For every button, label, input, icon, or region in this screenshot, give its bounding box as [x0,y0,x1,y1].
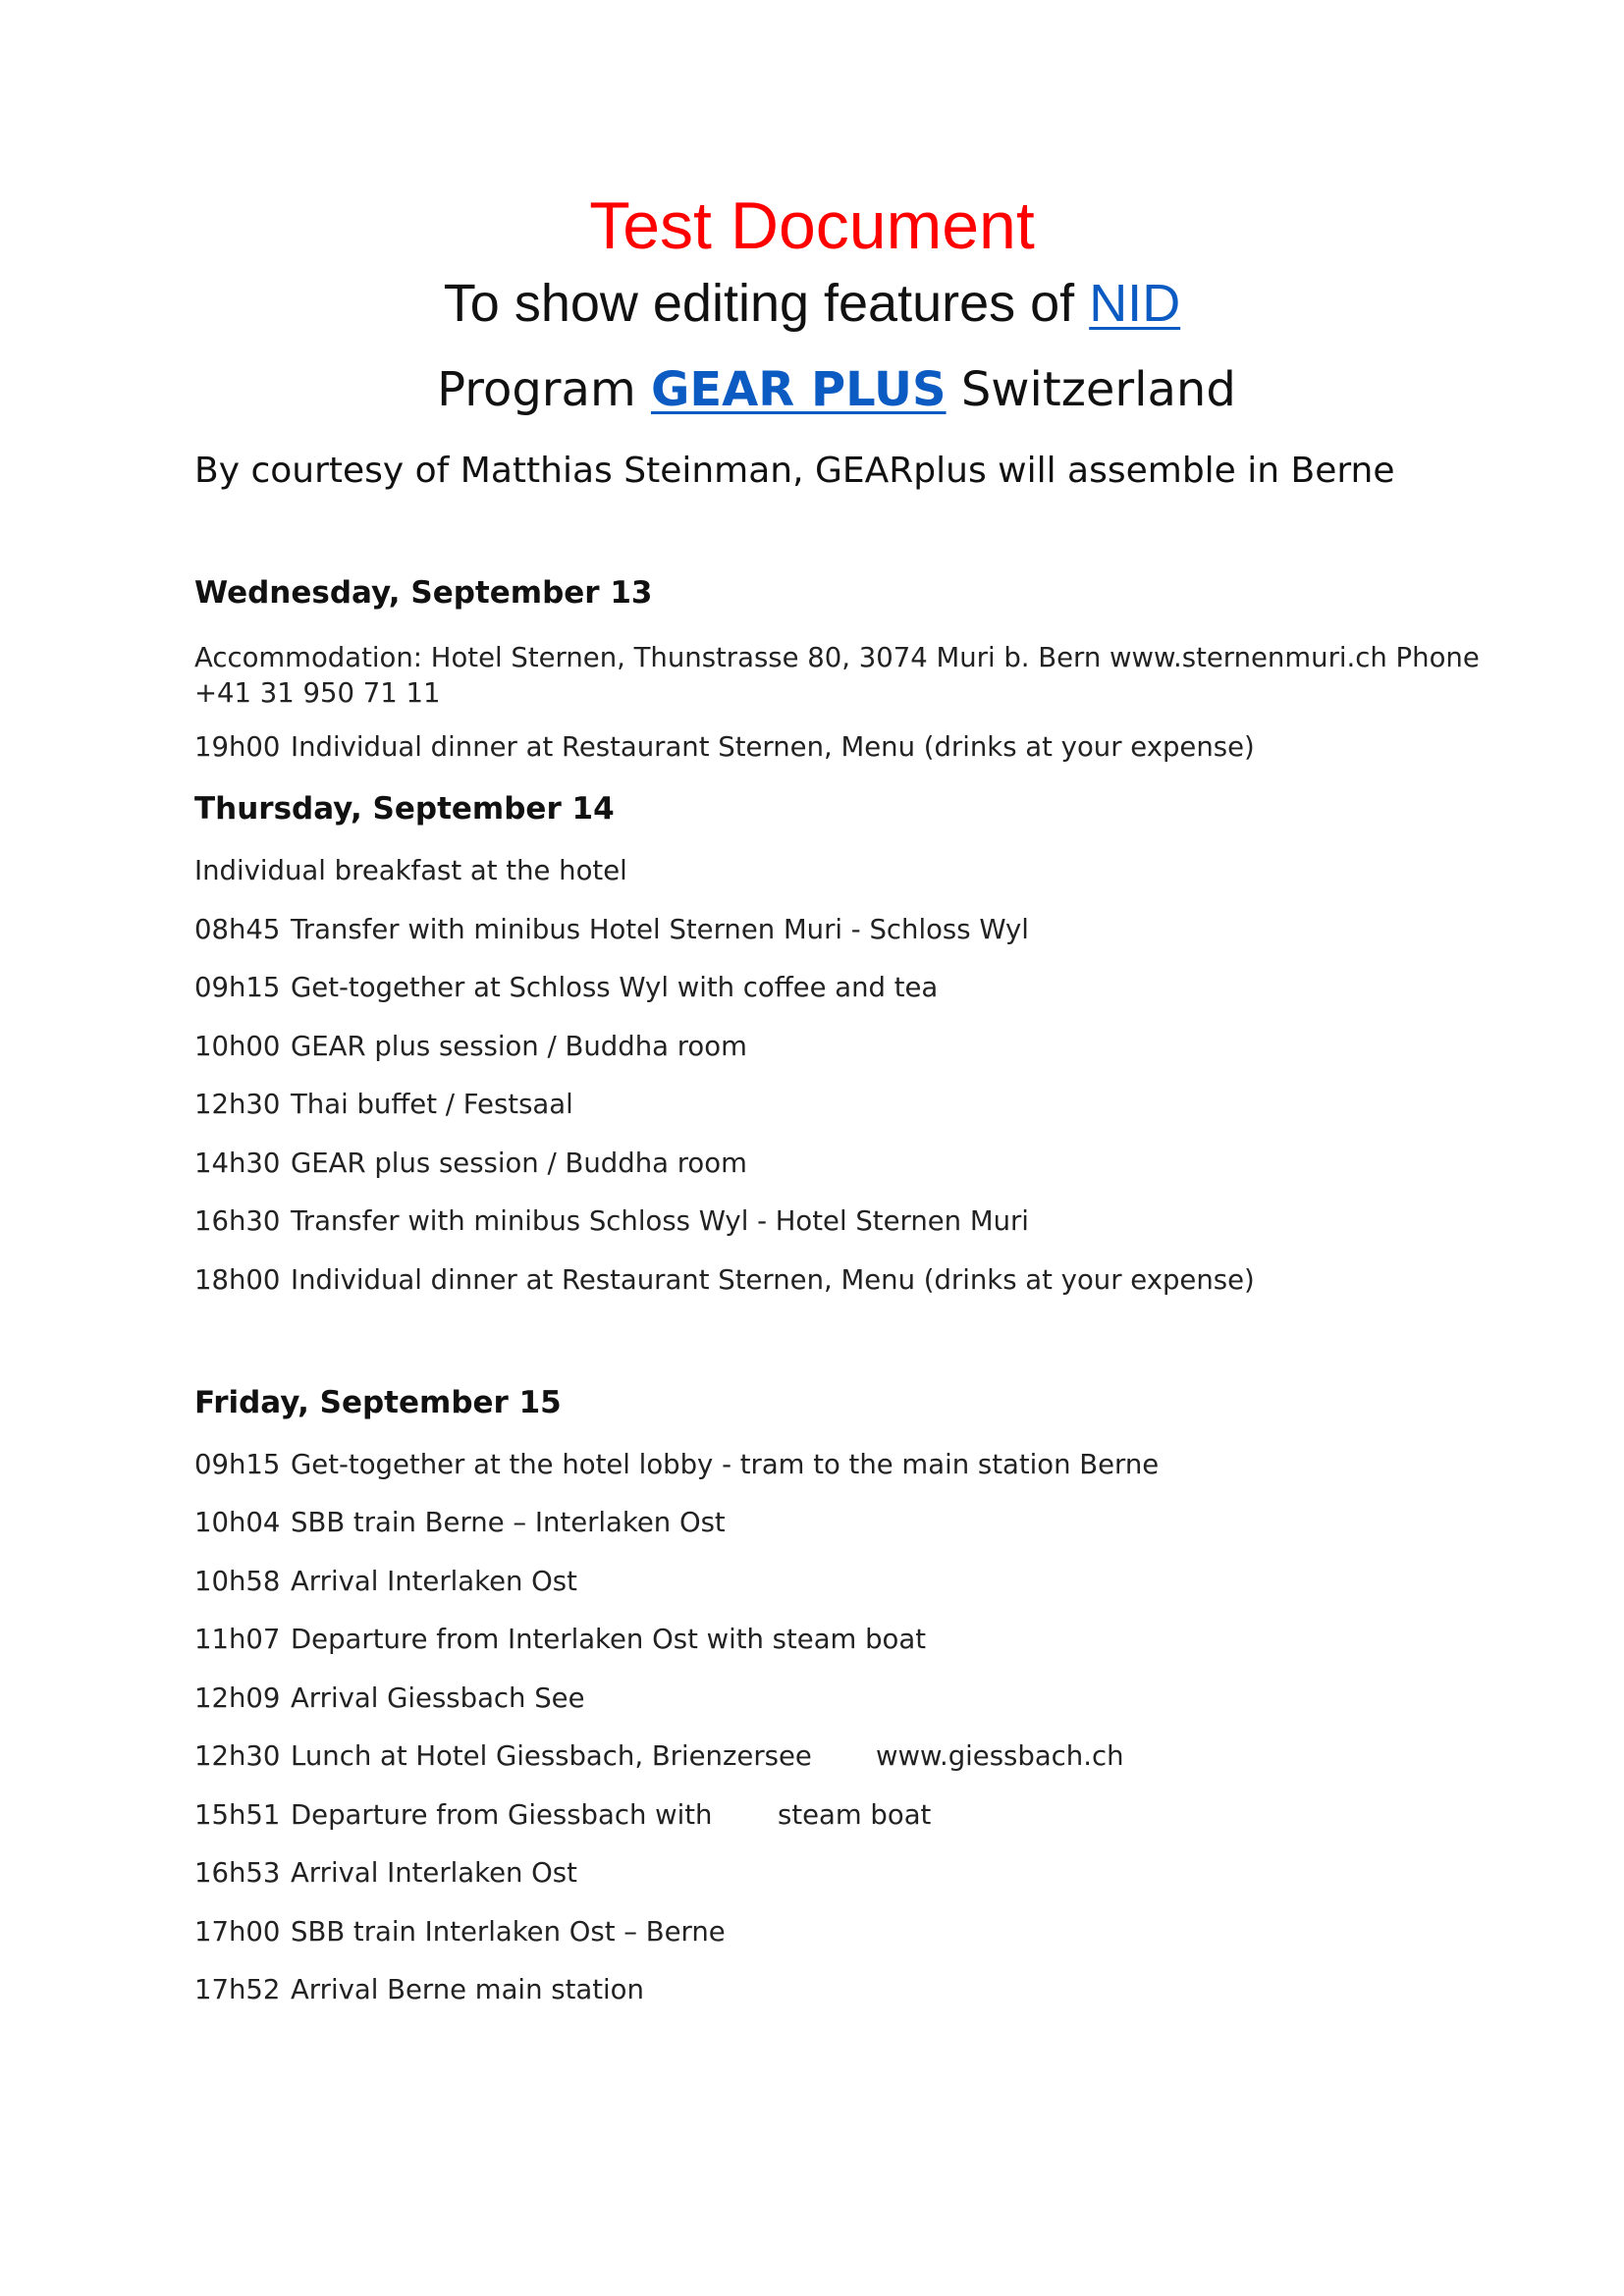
schedule-item [194,1507,726,1538]
schedule-time: 12h30 [194,1089,281,1120]
schedule-item [194,972,939,1003]
schedule-item [194,1566,577,1597]
schedule-text: Thai buffet / Festsaal [291,1089,573,1120]
schedule-item [194,1916,726,1948]
schedule-item [194,1857,577,1889]
day-heading-friday: Friday, September 15 [194,1385,562,1420]
schedule-text: Arrival Berne main station [291,1974,644,2005]
schedule-text: Individual dinner at Restaurant Sternen, Menu (drinks at your expense) [291,731,1255,763]
program-heading [0,362,1624,417]
schedule-text: GEAR plus session / Buddha room [291,1031,747,1062]
schedule-text: Departure from Giessbach with [291,1799,713,1831]
schedule-time: 12h30 [194,1740,281,1772]
schedule-text: SBB train Interlaken Ost – Berne [291,1916,726,1948]
schedule-item [194,1150,747,1178]
schedule-time: 15h51 [194,1799,281,1831]
schedule-time: 17h52 [194,1974,281,2005]
schedule-item [194,1449,1160,1480]
schedule-item [194,1974,644,2005]
gear-plus-link[interactable]: GEAR PLUS [650,362,947,417]
schedule-item [194,914,1029,945]
steam-boat-text: steam boat [778,1799,932,1831]
nid-link[interactable]: NID [1089,274,1181,333]
schedule-time: 09h15 [194,972,281,1003]
schedule-time: 08h45 [194,914,281,945]
subtitle-text: To show editing features of [443,274,1090,333]
schedule-text: Get-together at Schloss Wyl with coffee and tea [291,972,939,1003]
schedule-item [194,1799,713,1831]
schedule-time: 16h53 [194,1857,281,1889]
schedule-text: Lunch at Hotel Giessbach, Brienzersee [291,1740,812,1772]
courtesy-line: By courtesy of Matthias Steinman, GEARplus will assemble in Berne [194,451,1395,491]
schedule-time: 18h00 [194,1264,281,1296]
schedule-time: 16h30 [194,1205,281,1237]
schedule-text: Arrival Interlaken Ost [291,1566,577,1597]
schedule-item [194,1624,927,1655]
schedule-item [194,1031,747,1062]
accommodation-text: Accommodation: Hotel Sternen, Thunstrasse 80, 3074 Muri b. Bern www.sternenmuri.ch Phone +41 31 950 71 11 [194,642,1480,709]
schedule-time: 11h07 [194,1624,281,1655]
schedule-time: 14h30 [194,1148,281,1179]
schedule-time: 09h15 [194,1449,281,1480]
document-title: Test Document [589,188,1035,263]
schedule-item [194,731,1255,763]
schedule-time: 10h04 [194,1507,281,1538]
schedule-item [194,1089,573,1120]
schedule-item [194,1740,812,1772]
schedule-item [194,1264,1255,1296]
schedule-time: 10h00 [194,1031,281,1062]
schedule-text: Get-together at the hotel lobby - tram to the main station Berne [291,1449,1160,1480]
schedule-item [194,1205,1029,1237]
schedule-text: SBB train Berne – Interlaken Ost [291,1507,726,1538]
schedule-text: Arrival Giessbach See [291,1682,585,1714]
day-heading-thursday: Thursday, September 14 [194,791,615,827]
schedule-time: 10h58 [194,1566,281,1597]
schedule-intro: Individual breakfast at the hotel [194,855,627,886]
schedule-text: Arrival Interlaken Ost [291,1857,577,1889]
program-suffix: Switzerland [946,362,1236,417]
schedule-text: Transfer with minibus Hotel Sternen Muri - Schloss Wyl [291,914,1029,945]
giessbach-web-address: www.giessbach.ch [876,1740,1124,1772]
schedule-time: 12h09 [194,1682,281,1714]
schedule-item [194,1682,585,1714]
schedule-text: Transfer with minibus Schloss Wyl - Hotel Sternen Muri [291,1205,1029,1237]
schedule-text: Departure from Interlaken Ost with steam boat [291,1624,927,1655]
schedule-text: GEAR plus session / Buddha room [291,1148,747,1179]
document-subtitle [0,274,1624,333]
day-heading-wednesday: Wednesday, September 13 [194,575,653,611]
schedule-time: 19h00 [194,731,281,763]
schedule-time: 17h00 [194,1916,281,1948]
schedule-text: Individual dinner at Restaurant Sternen, Menu (drinks at your expense) [291,1264,1255,1296]
program-prefix: Program [437,362,651,417]
